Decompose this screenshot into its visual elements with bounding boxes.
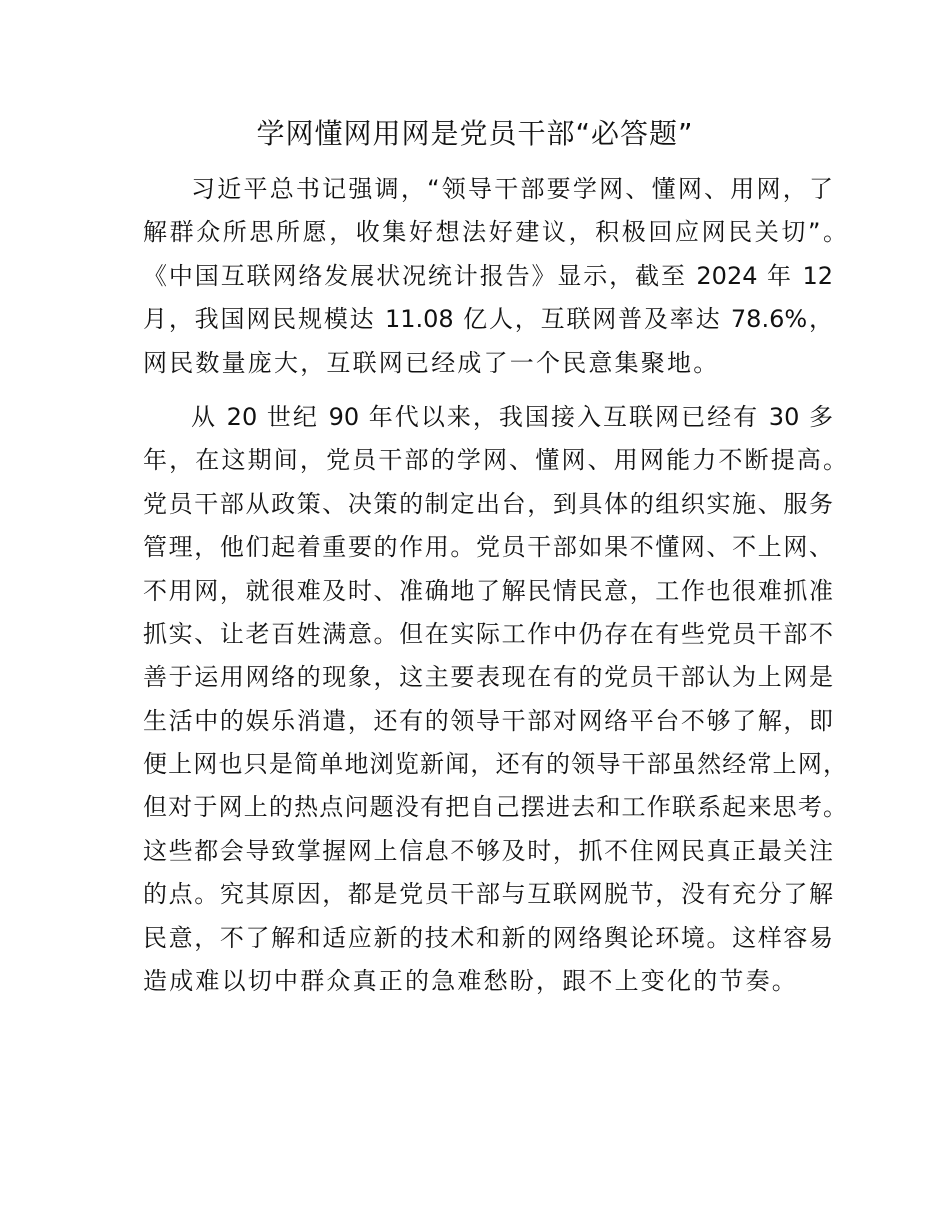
document-body <box>143 168 847 1003</box>
text-line: 善于运用网络的现象，这主要表现在有的党员干部认为上网是 <box>143 663 833 692</box>
text-line: 这些都会导致掌握网上信息不够及时，抓不住网民真正最关注 <box>143 836 833 865</box>
text-line: 民意，不了解和适应新的技术和新的网络舆论环境。这样容易 <box>143 923 833 952</box>
text-line: 管理，他们起着重要的作用。党员干部如果不懂网、不上网、 <box>143 533 833 562</box>
text-line: 党员干部从政策、决策的制定出台，到具体的组织实施、服务 <box>143 489 833 518</box>
text-line: 年，在这期间，党员干部的学网、懂网、用网能力不断提高。 <box>143 446 847 475</box>
text-line: 从 20 世纪 90 年代以来，我国接入互联网已经有 30 多 <box>191 402 833 431</box>
paragraph-1 <box>143 168 847 385</box>
text-line: 便上网也只是简单地浏览新闻，还有的领导干部虽然经常上网， <box>143 750 847 779</box>
text-line: 解群众所思所愿，收集好想法好建议，积极回应网民关切”。 <box>143 218 847 247</box>
text-line: 月，我国网民规模达 11.08 亿人，互联网普及率达 78.6%， <box>143 305 833 334</box>
text-line: 《中国互联网络发展状况统计报告》显示，截至 2024 年 12 <box>143 261 833 290</box>
text-line: 抓实、让老百姓满意。但在实际工作中仍存在有些党员干部不 <box>143 619 833 648</box>
text-line: 习近平总书记强调，“领导干部要学网、懂网、用网，了 <box>191 175 833 203</box>
document-title: 学网懂网用网是党员干部“必答题” <box>256 117 694 150</box>
paragraph-2 <box>143 396 847 1003</box>
text-line: 的点。究其原因，都是党员干部与互联网脱节，没有充分了解 <box>143 880 833 909</box>
text-line: 造成难以切中群众真正的急难愁盼，跟不上变化的节奏。 <box>143 967 798 996</box>
text-line: 网民数量庞大，互联网已经成了一个民意集聚地。 <box>143 348 720 377</box>
text-line: 生活中的娱乐消遣，还有的领导干部对网络平台不够了解，即 <box>143 706 833 735</box>
text-line: 不用网，就很难及时、准确地了解民情民意，工作也很难抓准 <box>143 576 833 605</box>
text-line: 但对于网上的热点问题没有把自己摆进去和工作联系起来思考。 <box>143 793 847 822</box>
